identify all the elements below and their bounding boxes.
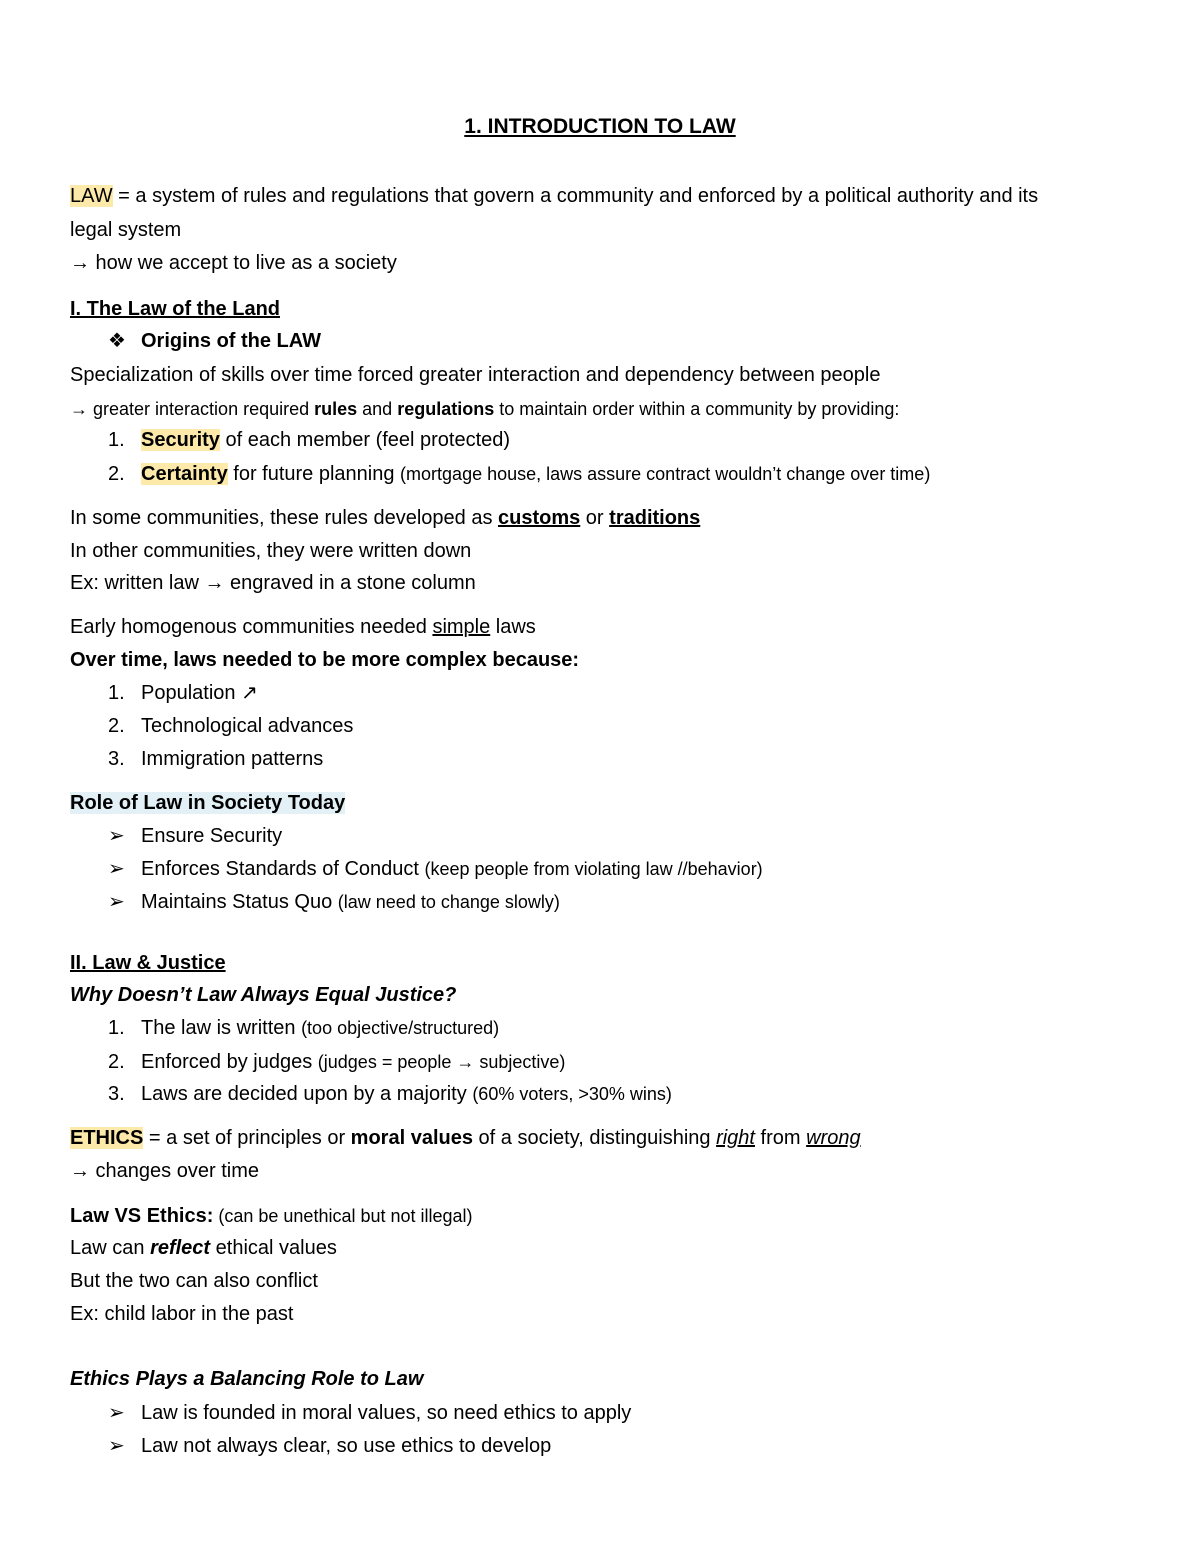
law-vs-ethics-label: Law VS Ethics: [70, 1205, 214, 1227]
ethics-definition [70, 1126, 861, 1150]
over-time-line: Over time, laws needed to be more complex because: [70, 649, 580, 671]
ethics-term: ETHICS [70, 1127, 144, 1149]
list-text: Technological advances [141, 715, 354, 737]
list-number: 1. [108, 429, 125, 451]
list-item [108, 890, 560, 914]
law-arrow-line: → how we accept to live as a society [70, 252, 397, 274]
list-item [108, 1434, 551, 1458]
law-definition [70, 184, 1038, 208]
list-note: (too objective/structured) [301, 1018, 500, 1038]
list-item [108, 1082, 672, 1106]
list-text: Laws are decided upon by a majority [141, 1083, 473, 1105]
role-heading [70, 791, 345, 815]
list-number: 2. [108, 463, 125, 485]
page-title: 1. INTRODUCTION TO LAW [464, 115, 736, 138]
ethics-e: from [754, 1127, 807, 1149]
list-text: The law is written [141, 1017, 302, 1039]
child-labor-line: Ex: child labor in the past [70, 1303, 294, 1325]
written-law-example: Ex: written law → engraved in a stone column [70, 572, 476, 594]
list-item [108, 857, 763, 881]
reflect-a: Law can [70, 1237, 151, 1259]
list-text: Enforces Standards of Conduct [141, 858, 425, 880]
greater-a: → greater interaction required [70, 399, 315, 419]
ethics-c: of a society, distinguishing [472, 1127, 717, 1149]
greater-e: to maintain order within a community by providing: [494, 399, 900, 419]
changes-line: → changes over time [70, 1160, 259, 1182]
list-text: of each member (feel protected) [219, 429, 511, 451]
section2-heading: II. Law & Justice [70, 952, 226, 974]
list-item [108, 1050, 565, 1074]
reflect-c: ethical values [210, 1237, 337, 1259]
arrow-bullet-icon: ➢ [108, 891, 125, 913]
greater-rules: rules [314, 399, 358, 419]
law-vs-ethics [70, 1204, 473, 1228]
early-a: Early homogenous communities needed [70, 616, 433, 638]
security-term: Security [141, 429, 220, 451]
list-number: 3. [108, 1083, 125, 1105]
list-item [108, 462, 930, 486]
simple-word: simple [432, 616, 491, 638]
list-number: 2. [108, 715, 125, 737]
greater-regulations: regulations [397, 399, 495, 419]
arrow-bullet-icon: ➢ [108, 858, 125, 880]
list-number: 1. [108, 682, 125, 704]
wrong-word: wrong [806, 1127, 861, 1149]
list-text: Population ↗ [141, 682, 258, 704]
diamond-bullet-icon: ❖ [108, 330, 126, 352]
traditions-word: traditions [609, 507, 701, 529]
law-vs-ethics-note: (can be unethical but not illegal) [213, 1206, 473, 1226]
list-text: for future planning [227, 463, 401, 485]
justice-question: Why Doesn’t Law Always Equal Justice? [70, 984, 457, 1006]
list-item [108, 747, 323, 771]
customs-word: customs [498, 507, 581, 529]
law-term: LAW [70, 185, 113, 207]
list-item [108, 428, 510, 452]
list-item [108, 824, 282, 848]
list-item [108, 714, 353, 738]
reflect-line [70, 1236, 337, 1260]
greater-interaction-line [70, 397, 899, 421]
arrow-bullet-icon: ➢ [108, 825, 125, 847]
list-number: 1. [108, 1017, 125, 1039]
certainty-term: Certainty [141, 463, 228, 485]
customs-line [70, 506, 700, 530]
list-note: (keep people from violating law //behavior) [424, 859, 763, 879]
list-text: Immigration patterns [141, 748, 324, 770]
specialization-line: Specialization of skills over time forced greater interaction and dependency between people [70, 364, 881, 386]
customs-or: or [580, 507, 610, 529]
arrow-bullet-icon: ➢ [108, 1435, 125, 1457]
list-item [108, 1401, 631, 1425]
section1-heading: I. The Law of the Land [70, 298, 280, 320]
list-text: Ensure Security [141, 825, 283, 847]
list-text: Law is founded in moral values, so need ethics to apply [141, 1402, 632, 1424]
other-communities-line: In other communities, they were written down [70, 540, 472, 562]
list-number: 2. [108, 1051, 125, 1073]
balancing-heading: Ethics Plays a Balancing Role to Law [70, 1368, 424, 1390]
early-c: laws [490, 616, 536, 638]
list-item [108, 681, 258, 705]
list-number: 3. [108, 748, 125, 770]
early-communities-line [70, 615, 536, 639]
list-text: Law not always clear, so use ethics to develop [141, 1435, 552, 1457]
list-text: Maintains Status Quo [141, 891, 338, 913]
greater-and: and [357, 399, 398, 419]
moral-values: moral values [350, 1127, 473, 1149]
origins-heading: Origins of the LAW [141, 330, 321, 352]
arrow-bullet-icon: ➢ [108, 1402, 125, 1424]
law-definition-text: = a system of rules and regulations that govern a community and enforced by a political authority and its [112, 185, 1039, 207]
right-word: right [716, 1127, 755, 1149]
list-note: (law need to change slowly) [337, 892, 560, 912]
ethics-a: = a set of principles or [143, 1127, 351, 1149]
law-definition-cont: legal system [70, 219, 182, 241]
list-item [108, 1016, 499, 1040]
list-text: Enforced by judges [141, 1051, 318, 1073]
reflect-word: reflect [150, 1237, 211, 1259]
role-heading-text: Role of Law in Society Today [70, 792, 346, 814]
list-note: (judges = people → subjective) [317, 1052, 566, 1072]
list-note: (mortgage house, laws assure contract wouldn’t change over time) [400, 464, 931, 484]
customs-a: In some communities, these rules developed as [70, 507, 498, 529]
list-note: (60% voters, >30% wins) [472, 1084, 672, 1104]
origins-line [108, 329, 321, 353]
conflict-line: But the two can also conflict [70, 1270, 318, 1292]
